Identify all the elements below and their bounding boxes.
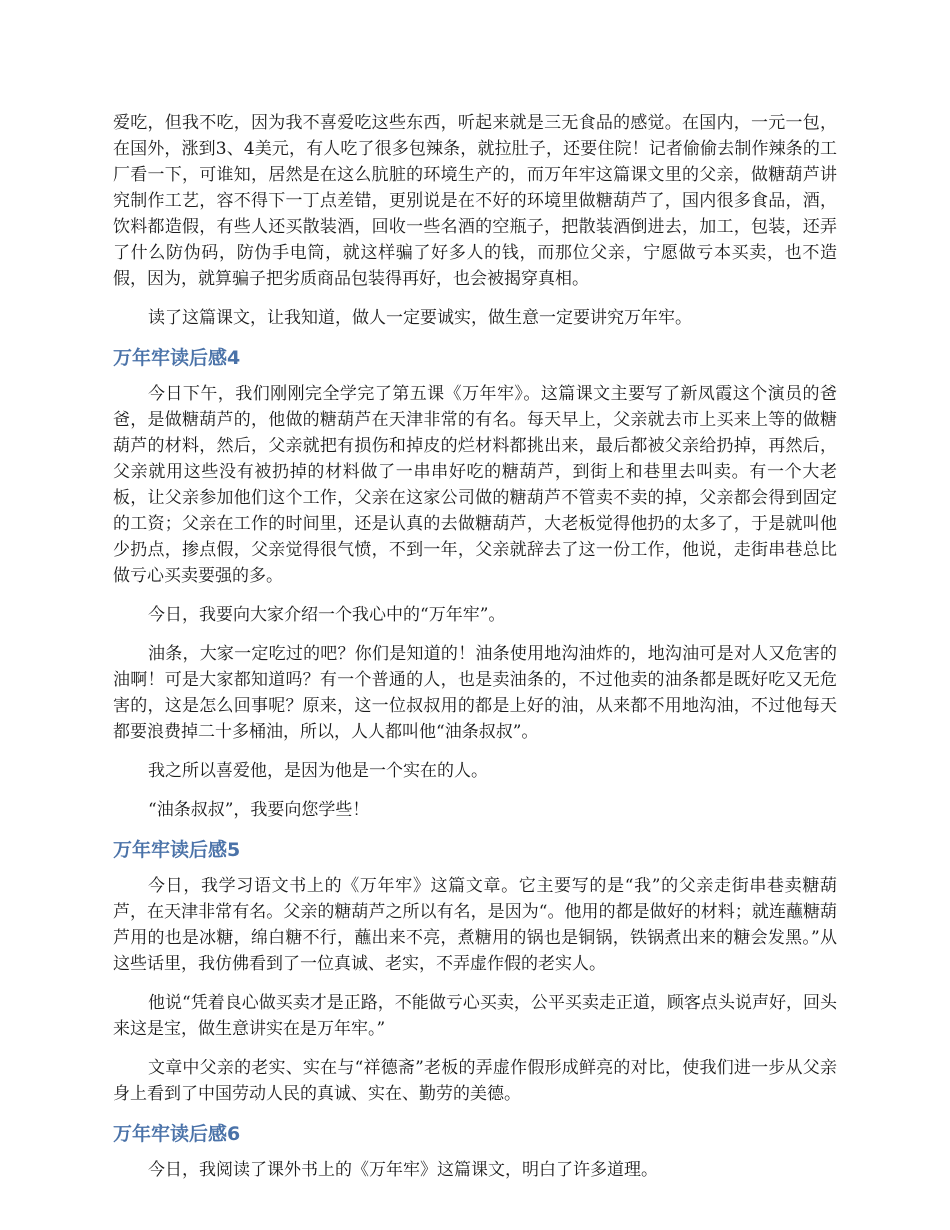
paragraph: 文章中父亲的老实、实在与“祥德斋”老板的弄虚作假形成鲜亮的对比，使我们进一步从父亲身上看到了中国劳动人民的真诚、实在、勤劳的美德。 [113,1058,837,1104]
paragraph: 今日，我阅读了课外书上的《万年牢》这篇课文，明白了许多道理。 [148,1160,658,1180]
section-heading: 万年牢读后感6 [113,1123,241,1145]
paragraph: 油条，大家一定吃过的吧？你们是知道的！油条使用地沟油炸的，地沟油可是对人又危害的油啊！可是大家都知道吗？有一个普通的人，也是卖油条的，不过他卖的油条都是既好吃又无危害的，这是怎么回事呢？原来，这一位叔叔用的都是上好的油，从来都不用地沟油，不过他每天都要浪费掉二十多桶油，所以，人人都叫他“油条叔叔”。 [113,644,837,742]
paragraph: 今日，我要向大家介绍一个我心中的“万年牢”。 [148,605,506,625]
paragraph: 我之所以喜爱他，是因为他是一个实在的人。 [148,761,488,781]
paragraph: 他说“凭着良心做买卖才是正路，不能做亏心买卖，公平买卖走正道，顾客点头说声好，回头来这是宝，做生意讲实在是万年牢。” [113,993,837,1039]
paragraph: 读了这篇课文，让我知道，做人一定要诚实，做生意一定要讲究万年牢。 [148,308,692,328]
section-heading: 万年牢读后感5 [113,839,241,861]
paragraph: 今日，我学习语文书上的《万年牢》这篇文章。它主要写的是“我”的父亲走街串巷卖糖葫芦，在天津非常有名。父亲的糖葫芦之所以有名，是因为“。他用的都是做好的材料；就连蘸糖葫芦用的也是冰糖，绵白糖不行，蘸出来不亮，煮糖用的锅也是铜锅，铁锅煮出来的糖会发黑。”从这些话里，我仿佛看到了一位真诚、老实，不弄虚作假的老实人。 [113,876,837,974]
paragraph: 今日下午，我们刚刚完全学完了第五课《万年牢》。这篇课文主要写了新凤霞这个演员的爸爸，是做糖葫芦的，他做的糖葫芦在天津非常的有名。每天早上，父亲就去市上买来上等的做糖葫芦的材料，然后，父亲就把有损伤和掉皮的烂材料都挑出来，最后都被父亲给扔掉，再然后，父亲就用这些没有被扔掉的材料做了一串串好吃的糖葫芦，到街上和巷里去叫卖。有一个大老板，让父亲参加他们这个工作，父亲在这家公司做的糖葫芦不管卖不卖的掉，父亲都会得到固定的工资；父亲在工作的时间里，还是认真的去做糖葫芦，大老板觉得他扔的太多了，于是就叫他少扔点，掺点假，父亲觉得很气愤，不到一年，父亲就辞去了这一份工作，他说，走街串巷总比做亏心买卖要强的多。 [113,384,837,586]
paragraph: “油条叔叔”，我要向您学些！ [148,800,370,820]
section-heading: 万年牢读后感4 [113,347,241,369]
paragraph: 爱吃，但我不吃，因为我不喜爱吃这些东西，听起来就是三无食品的感觉。在国内，一元一包，在国外，涨到3、4美元，有人吃了很多包辣条，就拉肚子，还要住院！记者偷偷去制作辣条的工厂看一下，可谁知，居然是在这么肮脏的环境生产的，而万年牢这篇课文里的父亲，做糖葫芦讲究制作工艺，容不得下一丁点差错，更别说是在不好的环境里做糖葫芦了，国内很多食品，酒，饮料都造假，有些人还买散装酒，回收一些名酒的空瓶子，把散装酒倒进去，加工，包装，还弄了什么防伪码，防伪手电筒，就这样骗了好多人的钱，而那位父亲，宁愿做亏本买卖，也不造假，因为，就算骗子把劣质商品包装得再好，也会被揭穿真相。 [113,113,837,289]
